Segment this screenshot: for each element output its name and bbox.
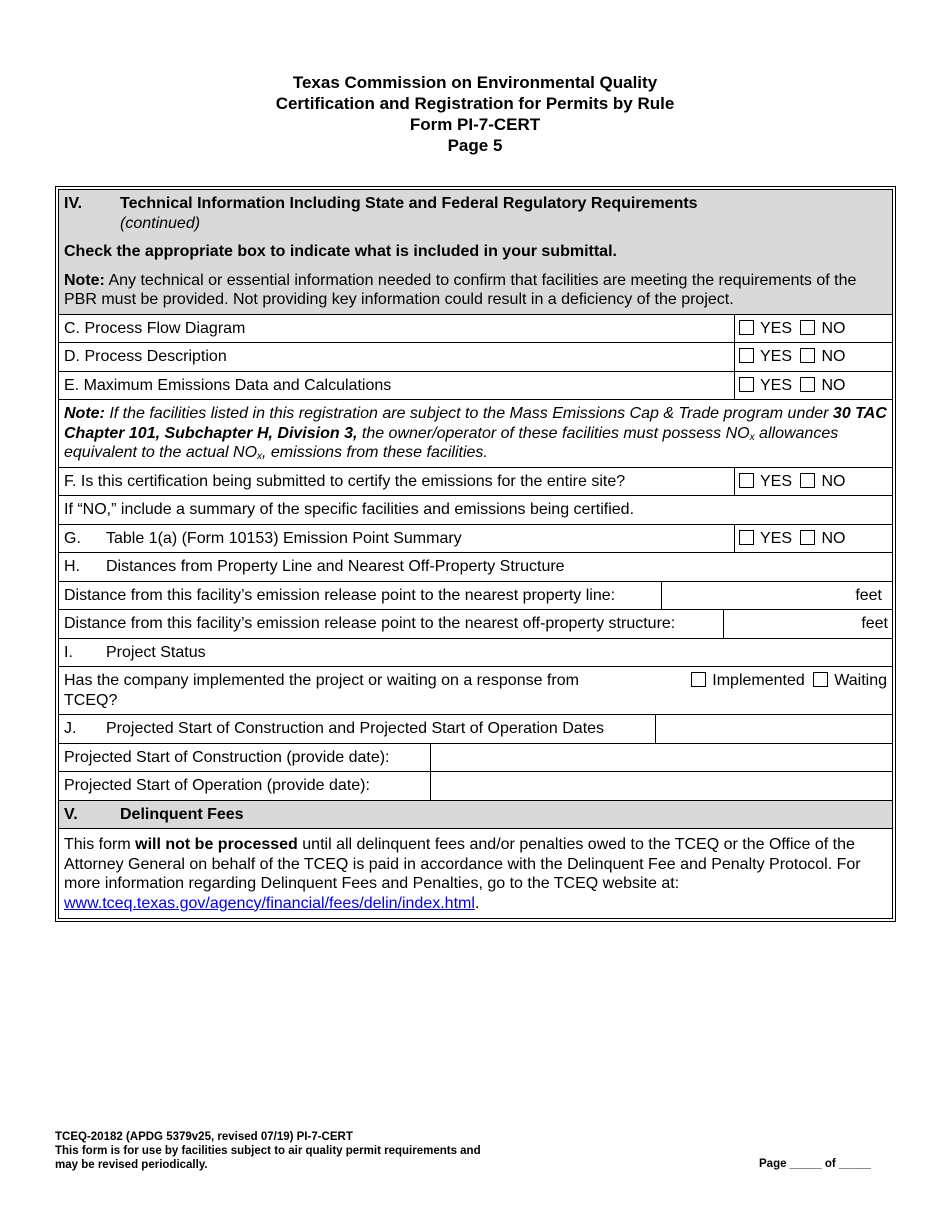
distance-property-unit: feet: [855, 586, 882, 604]
item-i-heading: [59, 638, 892, 667]
fees-bold: will not be processed: [135, 836, 298, 853]
row-project-status: [59, 666, 892, 714]
row-process-flow-diagram: [59, 314, 892, 343]
operation-date-input[interactable]: [430, 772, 892, 800]
section-iv-header: [59, 190, 892, 314]
distance-property-input[interactable]: [661, 582, 892, 610]
fees-text3: .: [474, 894, 480, 912]
e-yes-label: YES: [760, 376, 793, 394]
form-full-title: Certification and Registration for Permits by Rule: [275, 94, 675, 113]
note2-text4: , emissions from these facilities.: [262, 444, 488, 461]
section-v-header: [59, 800, 892, 829]
row-process-description: [59, 342, 892, 371]
footer-usage-line2: may be revised periodically.: [55, 1159, 208, 1171]
item-h-letter: H.: [64, 558, 80, 575]
g-yes-checkbox[interactable]: [739, 530, 754, 545]
item-g-label: [59, 525, 734, 553]
item-g-text: Table 1(a) (Form 10153) Emission Point Summary: [106, 529, 462, 547]
note2-text1: If the facilities listed in this registration are subject to the Mass Emissions Cap & Trade program under: [104, 405, 833, 422]
item-h-text: Distances from Property Line and Nearest Off-Property Structure: [106, 558, 565, 575]
section-v-number: V.: [64, 805, 78, 823]
c-yes-label: YES: [760, 319, 793, 337]
item-c-label: C. Process Flow Diagram: [64, 319, 246, 337]
item-j-letter: J.: [64, 720, 77, 737]
page-footer: [55, 1130, 481, 1172]
waiting-label: Waiting: [834, 672, 887, 689]
section-iv-number: IV.: [64, 195, 83, 212]
item-d-label: D. Process Description: [64, 348, 227, 365]
f-yes-checkbox[interactable]: [739, 473, 754, 488]
mass-emissions-note: [59, 399, 892, 467]
row-maximum-emissions: [59, 371, 892, 400]
row-projected-dates-heading: [59, 714, 892, 743]
row-emission-point-summary: [59, 524, 892, 553]
e-no-checkbox[interactable]: [800, 377, 815, 392]
row-distance-structure: [59, 609, 892, 638]
page-number-field: Page _____ of _____: [759, 1158, 871, 1170]
form-number: Form PI-7-CERT: [409, 115, 541, 134]
construction-date-input[interactable]: [430, 744, 892, 772]
g-no-checkbox[interactable]: [800, 530, 815, 545]
e-yes-checkbox[interactable]: [739, 377, 754, 392]
note-text: [64, 271, 888, 310]
section-iv-title: Technical Information Including State and Federal Regulatory Requirements: [120, 195, 698, 212]
item-i-letter: I.: [64, 643, 73, 661]
note2-rule-ref: 30 TAC Chapter 101, Subchapter H, Division 3,: [64, 405, 887, 442]
instruction-text: Check the appropriate box to indicate what is included in your submittal.: [64, 243, 617, 260]
distance-structure-unit: feet: [861, 615, 888, 632]
agency-name: Texas Commission on Environmental Quality: [292, 73, 658, 92]
item-f-options: [734, 468, 892, 496]
section-v-title: Delinquent Fees: [120, 805, 244, 823]
note2-text3: allowances equivalent to the actual NO: [64, 424, 839, 461]
g-yes-label: YES: [760, 529, 793, 547]
item-i-text: Project Status: [106, 643, 206, 661]
note-body: Any technical or essential information needed to confirm that facilities are meeting the requirements of the PBR must be provided. Not providing key information could result in a deficiency of the project.: [64, 271, 857, 308]
f-no-checkbox[interactable]: [800, 473, 815, 488]
note2-sub1: x: [749, 431, 755, 443]
note2-sub2: x: [257, 451, 263, 462]
tceq-fees-link[interactable]: www.tceq.texas.gov/agency/financial/fees/delin/index.html: [64, 894, 475, 912]
implemented-label: Implemented: [712, 672, 805, 689]
implemented-checkbox[interactable]: [691, 672, 706, 687]
page-header: [0, 72, 950, 156]
item-h-heading: [59, 552, 892, 581]
row-operation-date: [59, 771, 892, 800]
note2-label: Note:: [64, 405, 105, 422]
d-no-label: NO: [821, 348, 846, 365]
fees-text2: until all delinquent fees and/or penalties owed to the TCEQ or the Office of the Attorney General on behalf of the TCEQ is paid in accordance with the Delinquent Fee and Penalty Protocol. For more information regarding Delinquent Fees and Penalties, go to the TCEQ website at:: [64, 836, 861, 892]
operation-date-label: Projected Start of Operation (provide date):: [64, 777, 370, 794]
construction-date-label: Projected Start of Construction (provide date):: [64, 748, 390, 766]
row-construction-date: [59, 743, 892, 772]
c-no-label: NO: [821, 319, 846, 337]
item-f-label: F. Is this certification being submitted to certify the emissions for the entire site?: [64, 472, 626, 490]
f-yes-label: YES: [760, 472, 793, 490]
item-j-text: Projected Start of Construction and Projected Start of Operation Dates: [106, 720, 605, 737]
footer-form-id: TCEQ-20182 (APDG 5379v25, revised 07/19) PI-7-CERT: [55, 1131, 353, 1143]
c-yes-checkbox[interactable]: [739, 320, 754, 335]
item-d-options: [734, 343, 892, 371]
section-iv-subtitle: (continued): [120, 214, 201, 232]
row-distance-property-line: [59, 581, 892, 610]
e-no-label: NO: [821, 376, 846, 394]
f-no-label: NO: [821, 472, 846, 490]
item-g-options: [734, 525, 892, 553]
note-label: Note:: [64, 271, 105, 289]
delinquent-fees-text: [59, 828, 892, 918]
footer-usage-line1: This form is for use by facilities subject to air quality permit requirements and: [55, 1145, 481, 1157]
d-no-checkbox[interactable]: [800, 348, 815, 363]
item-c-options: [734, 315, 892, 343]
item-e-label: E. Maximum Emissions Data and Calculations: [64, 376, 392, 394]
item-e-options: [734, 372, 892, 400]
note2-text2: the owner/operator of these facilities must possess NO: [357, 424, 750, 442]
page-label: Page 5: [447, 136, 503, 155]
item-j-label: [59, 715, 655, 743]
distance-property-label: Distance from this facility’s emission release point to the nearest property line:: [64, 586, 616, 604]
distance-structure-label: Distance from this facility’s emission release point to the nearest off-property structure:: [64, 615, 676, 632]
waiting-checkbox[interactable]: [813, 672, 828, 687]
status-options: [672, 667, 892, 714]
c-no-checkbox[interactable]: [800, 320, 815, 335]
form-table: [55, 186, 896, 922]
fees-text1: This form: [64, 836, 136, 853]
row-entire-site: [59, 467, 892, 496]
item-j-input[interactable]: [655, 715, 892, 743]
d-yes-checkbox[interactable]: [739, 348, 754, 363]
item-f-followup: If “NO,” include a summary of the specific facilities and emissions being certified.: [59, 495, 892, 524]
status-question: Has the company implemented the project or waiting on a response from TCEQ?: [64, 672, 579, 709]
distance-structure-input[interactable]: [723, 610, 892, 638]
g-no-label: NO: [821, 529, 846, 547]
d-yes-label: YES: [760, 348, 793, 365]
item-g-letter: G.: [64, 529, 81, 547]
